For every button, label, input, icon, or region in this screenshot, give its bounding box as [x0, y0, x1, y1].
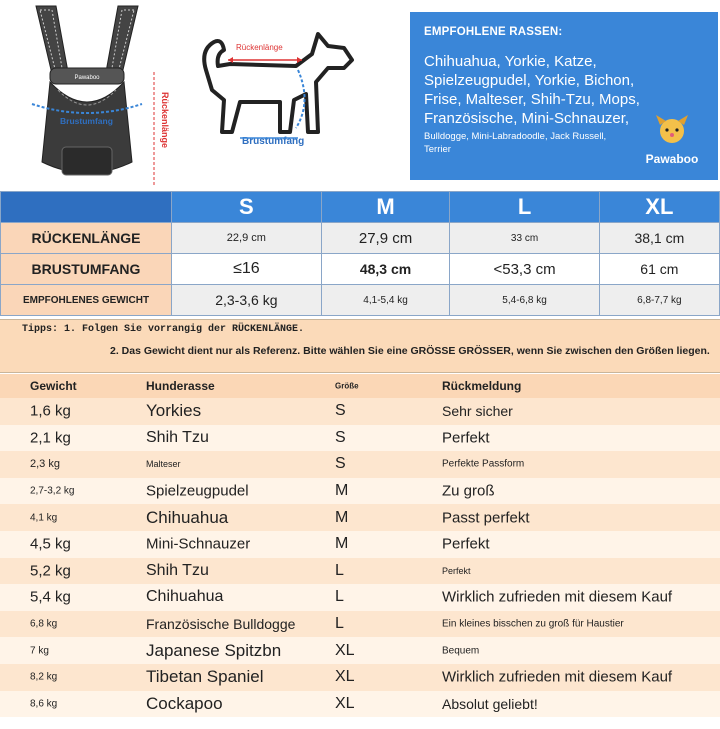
feedback-cell: Wirklich zufrieden mit diesem Kauf: [442, 668, 673, 686]
size-cell: 27,9 cm: [321, 223, 450, 254]
feedback-cell: Zu groß: [442, 482, 495, 500]
size-cell: M: [335, 508, 349, 526]
row-label: EMPFOHLENES GEWICHT: [1, 285, 172, 316]
feedback-row: [0, 691, 720, 718]
breed-cell: Chihuahua: [146, 507, 229, 527]
size-cell: 2,3-3,6 kg: [172, 285, 322, 316]
size-col-m: M: [321, 192, 450, 223]
customer-feedback-table: [0, 374, 720, 717]
size-cell: 38,1 cm: [599, 223, 719, 254]
weight-cell: 1,6 kg: [30, 402, 71, 420]
feedback-row: [0, 451, 720, 478]
carrier-back-label: Rückenlänge: [160, 92, 170, 149]
size-col-l: L: [450, 192, 599, 223]
feedback-cell: Wirklich zufrieden mit diesem Kauf: [442, 588, 673, 606]
feedback-row: [0, 398, 720, 425]
weight-cell: 5,4 kg: [30, 588, 71, 606]
feedback-row: [0, 664, 720, 691]
size-cell: S: [335, 402, 346, 420]
breed-cell: Tibetan Spaniel: [146, 667, 264, 687]
feedback-cell: Perfekt: [442, 535, 490, 553]
breed-cell: Shih Tzu: [146, 428, 209, 446]
breeds-heading: EMPFOHLENE RASSEN:: [424, 26, 563, 38]
header-breed: Hunderasse: [146, 379, 215, 393]
size-cell: S: [335, 455, 346, 473]
size-cell: <53,3 cm: [450, 254, 599, 285]
feedback-row: [0, 611, 720, 638]
size-col-xl: XL: [599, 192, 719, 223]
illustration-area: [0, 0, 720, 190]
breed-cell: Spielzeugpudel: [146, 482, 249, 500]
size-cell: XL: [335, 694, 355, 712]
size-cell: 33 cm: [450, 223, 599, 254]
size-row-chest: [1, 254, 720, 285]
breed-cell: Französische Bulldogge: [146, 616, 296, 633]
weight-cell: 6,8 kg: [30, 618, 58, 630]
dog-outline-illustration: [200, 20, 400, 170]
size-row-weight: [1, 285, 720, 316]
size-cell: L: [335, 561, 344, 579]
dog-mascot-icon: [652, 113, 692, 147]
weight-cell: 5,2 kg: [30, 562, 71, 580]
brand-logo-text: Pawaboo: [645, 152, 699, 166]
size-cell: 4,1-5,4 kg: [321, 285, 450, 316]
feedback-row: [0, 531, 720, 558]
weight-cell: 2,3 kg: [30, 458, 60, 471]
header-feedback: Rückmeldung: [442, 379, 522, 393]
recommended-breeds-panel: [410, 12, 718, 180]
size-cell: 22,9 cm: [172, 223, 322, 254]
feedback-cell: Perfekt: [442, 565, 471, 576]
pet-carrier-illustration: [22, 2, 172, 187]
dog-back-label: Rückenlänge: [236, 43, 283, 52]
size-cell: M: [335, 535, 349, 553]
tip-line-1: Tipps: 1. Folgen Sie vorrangig der RÜCKENLÄNGE.: [22, 324, 305, 335]
feedback-cell: Bequem: [442, 645, 480, 657]
size-cell: 6,8-7,7 kg: [599, 285, 719, 316]
size-cell: L: [335, 615, 344, 633]
size-cell: XL: [335, 668, 355, 686]
weight-cell: 2,1 kg: [30, 429, 71, 447]
size-cell: L: [335, 588, 344, 606]
row-label: BRUSTUMFANG: [1, 254, 172, 285]
size-cell: 5,4-6,8 kg: [450, 285, 599, 316]
breed-cell: Yorkies: [146, 401, 202, 421]
size-chart: [0, 191, 720, 316]
feedback-cell: Perfekt: [442, 429, 490, 447]
feedback-row: [0, 558, 720, 585]
weight-cell: 2,7-3,2 kg: [30, 485, 75, 497]
carrier-chest-label: Brustumfang: [60, 116, 113, 126]
dog-chest-label: Brustumfang: [242, 136, 305, 147]
breed-cell: Cockapoo: [146, 693, 223, 713]
feedback-row: [0, 637, 720, 664]
size-cell: ≤16: [172, 254, 322, 285]
breeds-extra-list: Bulldogge, Mini-Labradoodle, Jack Russell, Terrier: [424, 131, 607, 155]
feedback-row: [0, 425, 720, 452]
breed-cell: Japanese Spitzbn: [146, 640, 282, 660]
feedback-row: [0, 478, 720, 505]
tip-line-2: 2. Das Gewicht dient nur als Referenz. Bitte wählen Sie eine GRÖSSE GRÖSSER, wenn Sie zwischen den Größen liegen.: [110, 345, 710, 357]
feedback-cell: Perfekte Passform: [442, 458, 525, 470]
breed-cell: Malteser: [146, 459, 181, 470]
brand-logo: [642, 113, 702, 166]
breed-cell: Chihuahua: [146, 588, 224, 606]
weight-cell: 7 kg: [30, 645, 49, 657]
size-cell: XL: [335, 641, 355, 659]
size-col-s: S: [172, 192, 322, 223]
size-row-back-length: [1, 223, 720, 254]
size-cell: M: [335, 482, 349, 500]
row-label: RÜCKENLÄNGE: [1, 223, 172, 254]
breed-cell: Mini-Schnauzer: [146, 535, 251, 553]
weight-cell: 8,6 kg: [30, 698, 58, 710]
weight-cell: 4,5 kg: [30, 535, 71, 553]
feedback-cell: Sehr sicher: [442, 403, 513, 420]
feedback-cell: Absolut geliebt!: [442, 695, 538, 712]
feedback-row: [0, 584, 720, 611]
feedback-row: [0, 504, 720, 531]
header-weight: Gewicht: [30, 379, 77, 393]
size-cell: 48,3 cm: [321, 254, 450, 285]
size-header-blank: [1, 192, 172, 223]
breeds-main-list: Chihuahua, Yorkie, Katze, Spielzeugpudel, Yorkie, Bichon, Frise, Malteser, Shih-Tzu, Mops, Französische, Mini-Schnauzer,: [424, 53, 640, 127]
carrier-logo-text: Pawaboo: [74, 75, 100, 81]
breed-cell: Shih Tzu: [146, 561, 209, 579]
feedback-cell: Ein kleines bisschen zu groß für Haustier: [442, 618, 624, 630]
tips-box: [0, 319, 720, 373]
header-size: Größe: [335, 381, 359, 391]
size-cell: S: [335, 428, 346, 446]
weight-cell: 8,2 kg: [30, 671, 58, 683]
weight-cell: 4,1 kg: [30, 512, 58, 524]
feedback-header-row: [0, 374, 720, 398]
feedback-cell: Passt perfekt: [442, 509, 530, 527]
size-cell: 61 cm: [599, 254, 719, 285]
size-header-row: [1, 192, 720, 223]
